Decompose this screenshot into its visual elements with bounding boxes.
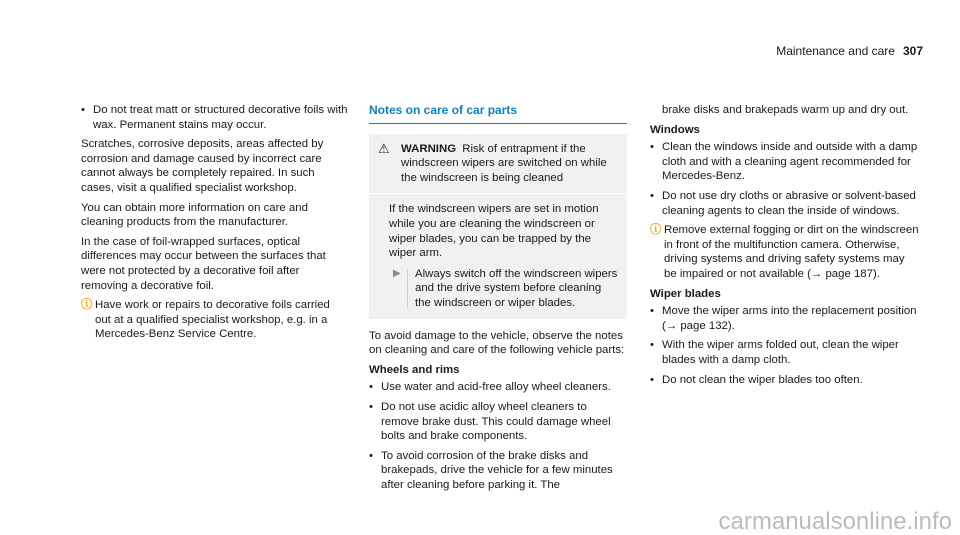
note-text: Remove external fogging or dirt on the windscreen in front of the multifunction camera. Otherwise, driving systems and driving safety systems may be impaired or not available (→ page 187). xyxy=(664,224,919,280)
windows-list xyxy=(650,140,920,218)
wiper-list xyxy=(650,304,920,387)
paragraph: You can obtain more information on care and cleaning products from the manufacturer. xyxy=(81,201,308,229)
column-middle xyxy=(369,103,627,497)
wheels-list xyxy=(369,380,627,492)
list-item: • With the wiper arms folded out, clean the wiper blades with a damp cloth. xyxy=(650,338,920,367)
header-title: Maintenance and care xyxy=(776,44,895,58)
warning-box xyxy=(369,134,627,319)
subheading-wiper-blades: Wiper blades xyxy=(650,287,721,300)
warning-triangle-icon: ⚠ xyxy=(378,140,390,156)
warning-header xyxy=(369,134,627,195)
list-item: • Do not use acidic alloy wheel cleaners to remove brake dust. This could damage wheel bolts and brake components. xyxy=(369,400,627,444)
warning-body xyxy=(369,194,627,318)
list-item: • Do not use dry cloths or abrasive or solvent-based cleaning agents to clean the inside of windows. xyxy=(650,189,920,218)
page-number: 307 xyxy=(902,44,923,58)
action-arrow-icon: ▶ xyxy=(393,267,401,279)
action-text: Always switch off the windscreen wipers and the drive system before cleaning the windscreen or wiper blades. xyxy=(415,267,618,309)
paragraph: In the case of foil-wrapped surfaces, optical differences may occur between the surfaces that were not protected by a decorative foil after removing a decorative foil. xyxy=(81,235,326,292)
paragraph: brake disks and brakepads warm up and dry out. xyxy=(662,104,909,116)
warning-label: WARNING xyxy=(401,142,457,155)
info-note-icon: ⓘ xyxy=(81,299,93,312)
page-header xyxy=(776,44,923,59)
list-item: • Move the wiper arms into the replacement position (→ page 132). xyxy=(650,304,920,333)
note-text: Have work or repairs to decorative foils carried out at a qualified specialist workshop, e.g. in a Mercedes-Benz Service Centre. xyxy=(95,299,330,341)
info-note-icon: ⓘ xyxy=(650,224,662,237)
action-divider xyxy=(407,269,408,309)
warning-text: If the windscreen wipers are set in motion while you are cleaning the windscreen or wiper blades, you can be trapped by the wiper arm. xyxy=(389,203,599,260)
paragraph: Scratches, corrosive deposits, areas affected by corrosion and damage caused by incorrect care cannot always be completely repaired. In such cases, visit a qualified specialist workshop. xyxy=(81,138,324,194)
bullet-list xyxy=(81,103,348,132)
info-note xyxy=(650,223,920,281)
list-item: • Do not clean the wiper blades too often. xyxy=(650,373,920,388)
warning-headline: Risk of entrapment if the windscreen wipers are switched on while the windscreen is being cleaned xyxy=(401,142,607,184)
column-right xyxy=(650,103,920,392)
paragraph: To avoid damage to the vehicle, observe the notes on cleaning and care of the following vehicle parts: xyxy=(369,329,625,357)
watermark: carmanualsonline.info xyxy=(718,508,952,535)
column-left xyxy=(81,103,348,347)
list-item: • Clean the windows inside and outside with a damp cloth and with a cleaning agent recommended for Mercedes-Benz. xyxy=(650,140,920,184)
subheading-windows: Windows xyxy=(650,123,700,136)
list-item: • Use water and acid-free alloy wheel cleaners. xyxy=(369,380,627,395)
subheading-wheels: Wheels and rims xyxy=(369,363,460,376)
info-note xyxy=(81,298,348,342)
list-item: • Do not treat matt or structured decorative foils with wax. Permanent stains may occur. xyxy=(81,103,348,132)
section-title: Notes on care of car parts xyxy=(369,103,627,124)
list-item: • To avoid corrosion of the brake disks and brakepads, drive the vehicle for a few minutes after cleaning before parking it. The xyxy=(369,449,627,493)
warning-action xyxy=(389,267,619,311)
